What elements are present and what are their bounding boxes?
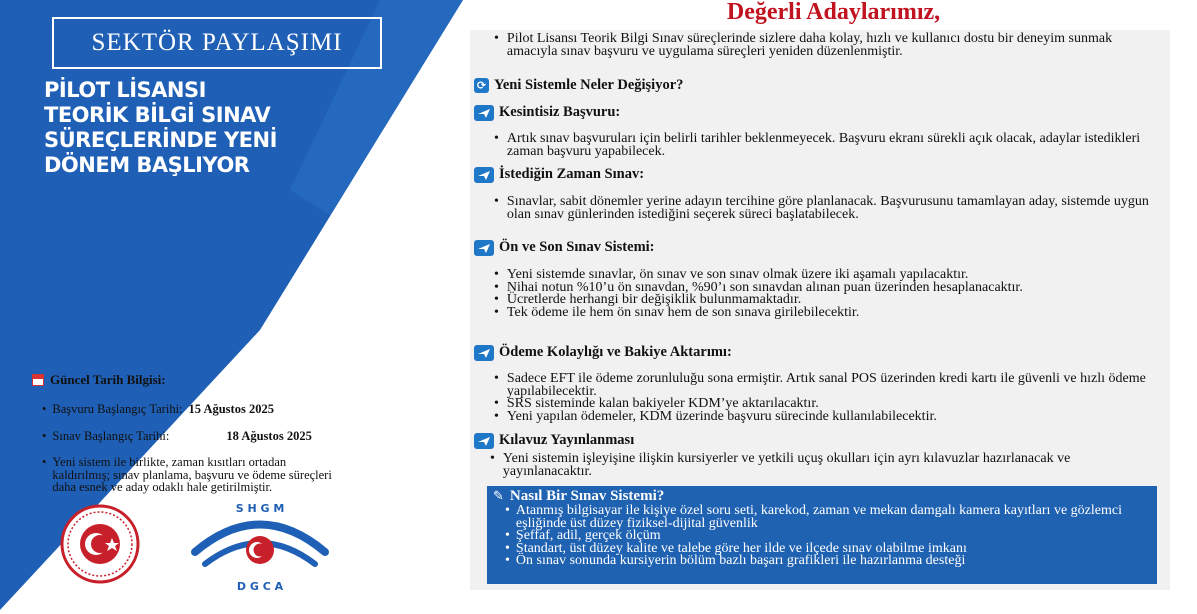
graduation-cap-icon: ✎ bbox=[493, 489, 504, 504]
sector-label-box bbox=[52, 17, 382, 69]
date-label: Sınav Başlangıç Tarihi: bbox=[52, 429, 170, 443]
exam-system-heading-text: Nasıl Bir Sınav Sistemi? bbox=[509, 488, 665, 504]
ministry-seal-logo bbox=[62, 506, 138, 582]
refresh-icon: ⟳ bbox=[474, 78, 489, 93]
section-heading-text: Kesintisiz Başvuru: bbox=[499, 104, 621, 120]
exam-system-item-text: Standart, üst düzey kalite ve talebe göre her ilde ve ilçede sınav olabilme imkanı bbox=[515, 540, 967, 556]
bullet: • bbox=[494, 279, 499, 295]
section-body bbox=[494, 133, 1154, 158]
bullet: • bbox=[505, 503, 510, 518]
section-item: Sadece EFT ile ödeme zorunluluğu sona ermiştir. Artık sanal POS üzerinden kredi kartı ile güvenli ve hızlı ödeme yapılabilecektir. bbox=[506, 371, 1146, 399]
exam-system-item-text: Atanmış bilgisayar ile kişiye özel soru seti, karekod, zaman ve mekan damgalı kamera kayıtları ve gözlemci eşliğinde üst düzey fiziksel-dijital güvenlik bbox=[515, 503, 1122, 531]
bullet: • bbox=[505, 553, 510, 568]
section-heading bbox=[474, 166, 644, 183]
section-item: Nihai notun %10’u ön sınavdan, %90’ı son sınavdan alınan puan üzerinden hesaplanacaktır. bbox=[506, 279, 1023, 295]
bullet: • bbox=[42, 455, 47, 469]
dates-block bbox=[32, 372, 352, 494]
airplane-icon bbox=[474, 345, 494, 361]
bullet: • bbox=[494, 131, 499, 146]
section-heading-text: Kılavuz Yayınlanması bbox=[499, 432, 635, 448]
exam-system-box bbox=[487, 486, 1157, 584]
bullet: • bbox=[494, 31, 499, 46]
section-item: Artık sınav başvuruları için belirli tarihler beklenmeyecek. Başvuru ekranı sürekli açık olacak, adaylar istedikleri zaman başvuru yapabilecek. bbox=[506, 131, 1141, 159]
calendar-icon bbox=[32, 374, 44, 386]
bullet: • bbox=[42, 429, 47, 443]
section-heading-text: Ön ve Son Sınav Sistemi: bbox=[499, 239, 655, 255]
section-body bbox=[494, 373, 1154, 423]
intro-text: Pilot Lisansı Teorik Bilgi Sınav süreçlerinde sizlere daha kolay, hızlı ve kullanıcı dostu bir deneyim sunmak amacıyla sınav başvuru ve uygulama süreçleri yeniden düzenlenmiştir. bbox=[506, 31, 1113, 59]
bullet: • bbox=[490, 451, 495, 466]
section-heading bbox=[474, 432, 634, 449]
date-label: Başvuru Başlangıç Tarihi: bbox=[52, 402, 183, 416]
section-body bbox=[494, 269, 1154, 319]
section-item: Yeni sistemin işleyişine ilişkin kursiyerler ve yetkili uçuş okulları için ayrı kılavuzlar hazırlanacak ve yayınlanacaktır. bbox=[502, 451, 1071, 479]
section-heading bbox=[474, 239, 655, 256]
section-item: Ücretlerde herhangi bir değişiklik bulunmamaktadır. bbox=[506, 292, 802, 307]
section-item: Tek ödeme ile hem ön sınav hem de son sınava girilebilecektir. bbox=[506, 304, 860, 320]
exam-system-item bbox=[505, 555, 1157, 568]
airplane-icon bbox=[474, 105, 494, 121]
date-row bbox=[32, 402, 352, 417]
section-heading bbox=[474, 344, 732, 361]
exam-system-item bbox=[505, 505, 1157, 530]
logo-bottom-text: D G C A bbox=[236, 580, 284, 592]
page-title: Değerli Adaylarımız, bbox=[726, 0, 941, 25]
bullet: • bbox=[494, 371, 499, 386]
right-panel bbox=[470, 0, 1197, 614]
bullet: • bbox=[494, 292, 499, 307]
date-value: 18 Ağustos 2025 bbox=[226, 429, 312, 443]
headline-line: PİLOT LİSANSI bbox=[44, 78, 206, 102]
headline-line: TEORİK BİLGİ SINAV bbox=[44, 103, 271, 127]
system-note bbox=[32, 456, 352, 494]
logos bbox=[60, 502, 360, 592]
logo-top-text: S H G M bbox=[235, 502, 285, 515]
section-heading bbox=[474, 104, 620, 121]
bullet: • bbox=[494, 304, 499, 320]
bullet: • bbox=[42, 402, 47, 416]
date-value: 15 Ağustos 2025 bbox=[188, 402, 274, 416]
headline bbox=[44, 78, 374, 178]
section-item: Yeni sistemde sınavlar, ön sınav ve son sınav olmak üzere iki aşamalı yapılacaktır. bbox=[506, 267, 969, 282]
bullet: • bbox=[494, 396, 499, 411]
shgm-dgca-logo bbox=[195, 502, 325, 592]
headline-line: DÖNEM BAŞLIYOR bbox=[44, 153, 250, 177]
airplane-icon bbox=[474, 433, 494, 449]
bullet: • bbox=[494, 267, 499, 282]
dates-heading bbox=[32, 372, 352, 388]
airplane-icon bbox=[474, 240, 494, 256]
section-item: Sınavlar, sabit dönemler yerine adayın tercihine göre planlanacak. Başvurusunu tamamlayan aday, sistemde uygun olan sınav günlerinden istediğini seçerek süreci başlatabilecek. bbox=[506, 194, 1149, 222]
section-heading-text: İstediğin Zaman Sınav: bbox=[499, 166, 645, 182]
bullet: • bbox=[505, 540, 510, 556]
left-panel bbox=[0, 0, 480, 614]
section-item: SRS sisteminde kalan bakiyeler KDM’ye aktarılacaktır. bbox=[506, 396, 819, 411]
date-row bbox=[32, 429, 352, 444]
bullet: • bbox=[494, 408, 499, 424]
exam-system-item-text: Ön sınav sonunda kursiyerin bölüm bazlı başarı grafikleri ile hazırlanma desteği bbox=[515, 553, 966, 568]
section-item: Yeni yapılan ödemeler, KDM üzerinde başvuru sürecinde kullanılabilecektir. bbox=[506, 408, 937, 424]
exam-system-item-text: Şeffaf, adil, gerçek ölçüm bbox=[515, 528, 661, 543]
headline-line: SÜREÇLERİNDE YENİ bbox=[44, 128, 277, 152]
system-note-text: Yeni sistem ile birlikte, zaman kısıtları ortadan kaldırılmış; sınav planlama, başvuru ve ödeme süreçleri daha esnek ve aday odaklı hale getirilmiştir. bbox=[52, 455, 332, 494]
section-body bbox=[494, 196, 1154, 221]
what-changes-text: Yeni Sistemle Neler Değişiyor? bbox=[494, 77, 684, 93]
what-changes-heading bbox=[474, 77, 683, 94]
intro bbox=[494, 33, 1144, 58]
section-body bbox=[490, 453, 1150, 478]
sector-label: SEKTÖR PAYLAŞIMI bbox=[91, 29, 343, 56]
dates-heading-text: Güncel Tarih Bilgisi: bbox=[50, 372, 166, 387]
airplane-icon bbox=[474, 167, 494, 183]
bullet: • bbox=[494, 194, 499, 209]
bullet: • bbox=[505, 528, 510, 543]
section-heading-text: Ödeme Kolaylığı ve Bakiye Aktarımı: bbox=[499, 344, 732, 360]
